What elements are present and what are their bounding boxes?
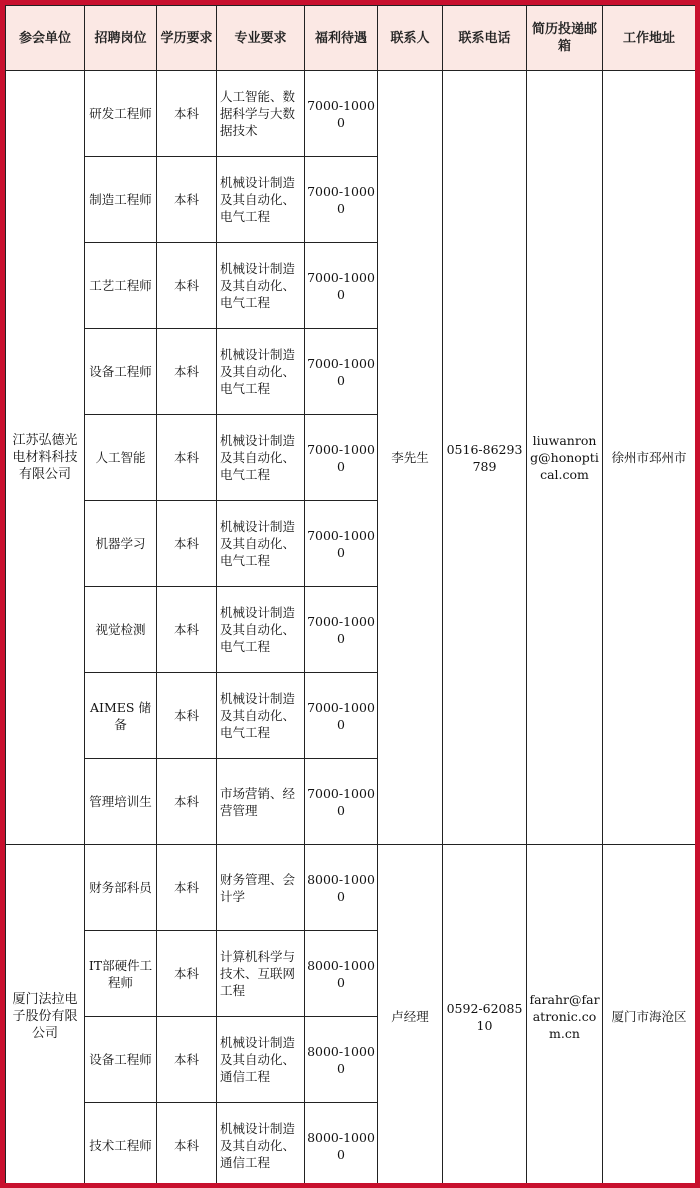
company-name: 厦门法拉电子股份有限公司	[6, 845, 85, 1184]
job-education: 本科	[157, 415, 217, 501]
job-education: 本科	[157, 1103, 217, 1184]
job-major: 机械设计制造及其自动化、电气工程	[217, 243, 305, 329]
header-row	[6, 6, 696, 71]
job-salary: 7000-10000	[305, 759, 378, 845]
job-position: 管理培训生	[85, 759, 157, 845]
header-company: 参会单位	[6, 6, 85, 71]
job-salary: 7000-10000	[305, 157, 378, 243]
job-major: 人工智能、数据科学与大数据技术	[217, 71, 305, 157]
job-position: 工艺工程师	[85, 243, 157, 329]
job-salary: 7000-10000	[305, 243, 378, 329]
header-address: 工作地址	[603, 6, 696, 71]
job-education: 本科	[157, 157, 217, 243]
work-address: 厦门市海沧区	[603, 845, 696, 1184]
job-major: 机械设计制造及其自动化、电气工程	[217, 415, 305, 501]
job-position: 设备工程师	[85, 1017, 157, 1103]
contact-phone: 0592-6208510	[443, 845, 527, 1184]
job-education: 本科	[157, 71, 217, 157]
job-salary: 7000-10000	[305, 71, 378, 157]
job-education: 本科	[157, 759, 217, 845]
job-education: 本科	[157, 587, 217, 673]
job-position: 财务部科员	[85, 845, 157, 931]
job-position: 制造工程师	[85, 157, 157, 243]
job-education: 本科	[157, 329, 217, 415]
job-major: 计算机科学与技术、互联网工程	[217, 931, 305, 1017]
job-position: 人工智能	[85, 415, 157, 501]
contact-person: 卢经理	[378, 845, 443, 1184]
header-position: 招聘岗位	[85, 6, 157, 71]
job-major: 财务管理、会计学	[217, 845, 305, 931]
job-major: 机械设计制造及其自动化、电气工程	[217, 157, 305, 243]
job-education: 本科	[157, 845, 217, 931]
job-salary: 8000-10000	[305, 1017, 378, 1103]
header-contact: 联系人	[378, 6, 443, 71]
job-salary: 8000-10000	[305, 1103, 378, 1184]
job-salary: 7000-10000	[305, 415, 378, 501]
contact-person: 李先生	[378, 71, 443, 845]
resume-email: farahr@faratronic.com.cn	[527, 845, 603, 1184]
job-education: 本科	[157, 243, 217, 329]
header-salary: 福利待遇	[305, 6, 378, 71]
job-position: AIMES 储备	[85, 673, 157, 759]
table-row	[6, 71, 696, 157]
job-salary: 7000-10000	[305, 329, 378, 415]
work-address: 徐州市邳州市	[603, 71, 696, 845]
job-major: 机械设计制造及其自动化、电气工程	[217, 501, 305, 587]
company-name: 江苏弘德光电材料科技有限公司	[6, 71, 85, 845]
job-major: 机械设计制造及其自动化、电气工程	[217, 587, 305, 673]
header-major: 专业要求	[217, 6, 305, 71]
job-salary: 7000-10000	[305, 501, 378, 587]
job-education: 本科	[157, 1017, 217, 1103]
job-education: 本科	[157, 673, 217, 759]
job-table	[5, 5, 695, 1183]
job-salary: 7000-10000	[305, 673, 378, 759]
job-major: 机械设计制造及其自动化、电气工程	[217, 329, 305, 415]
job-major: 机械设计制造及其自动化、通信工程	[217, 1017, 305, 1103]
job-position: 设备工程师	[85, 329, 157, 415]
job-position: 视觉检测	[85, 587, 157, 673]
job-position: 技术工程师	[85, 1103, 157, 1184]
job-education: 本科	[157, 931, 217, 1017]
job-major: 机械设计制造及其自动化、通信工程	[217, 1103, 305, 1184]
job-position: IT部硬件工程师	[85, 931, 157, 1017]
job-major: 市场营销、经营管理	[217, 759, 305, 845]
resume-email: liuwanrong@honoptical.com	[527, 71, 603, 845]
header-phone: 联系电话	[443, 6, 527, 71]
job-position: 研发工程师	[85, 71, 157, 157]
contact-phone: 0516-86293789	[443, 71, 527, 845]
table-row	[6, 845, 696, 931]
header-education: 学历要求	[157, 6, 217, 71]
job-position: 机器学习	[85, 501, 157, 587]
job-major: 机械设计制造及其自动化、电气工程	[217, 673, 305, 759]
job-table-frame	[5, 5, 695, 1183]
job-education: 本科	[157, 501, 217, 587]
job-salary: 8000-10000	[305, 845, 378, 931]
job-salary: 8000-10000	[305, 931, 378, 1017]
header-email: 简历投递邮箱	[527, 6, 603, 71]
job-salary: 7000-10000	[305, 587, 378, 673]
